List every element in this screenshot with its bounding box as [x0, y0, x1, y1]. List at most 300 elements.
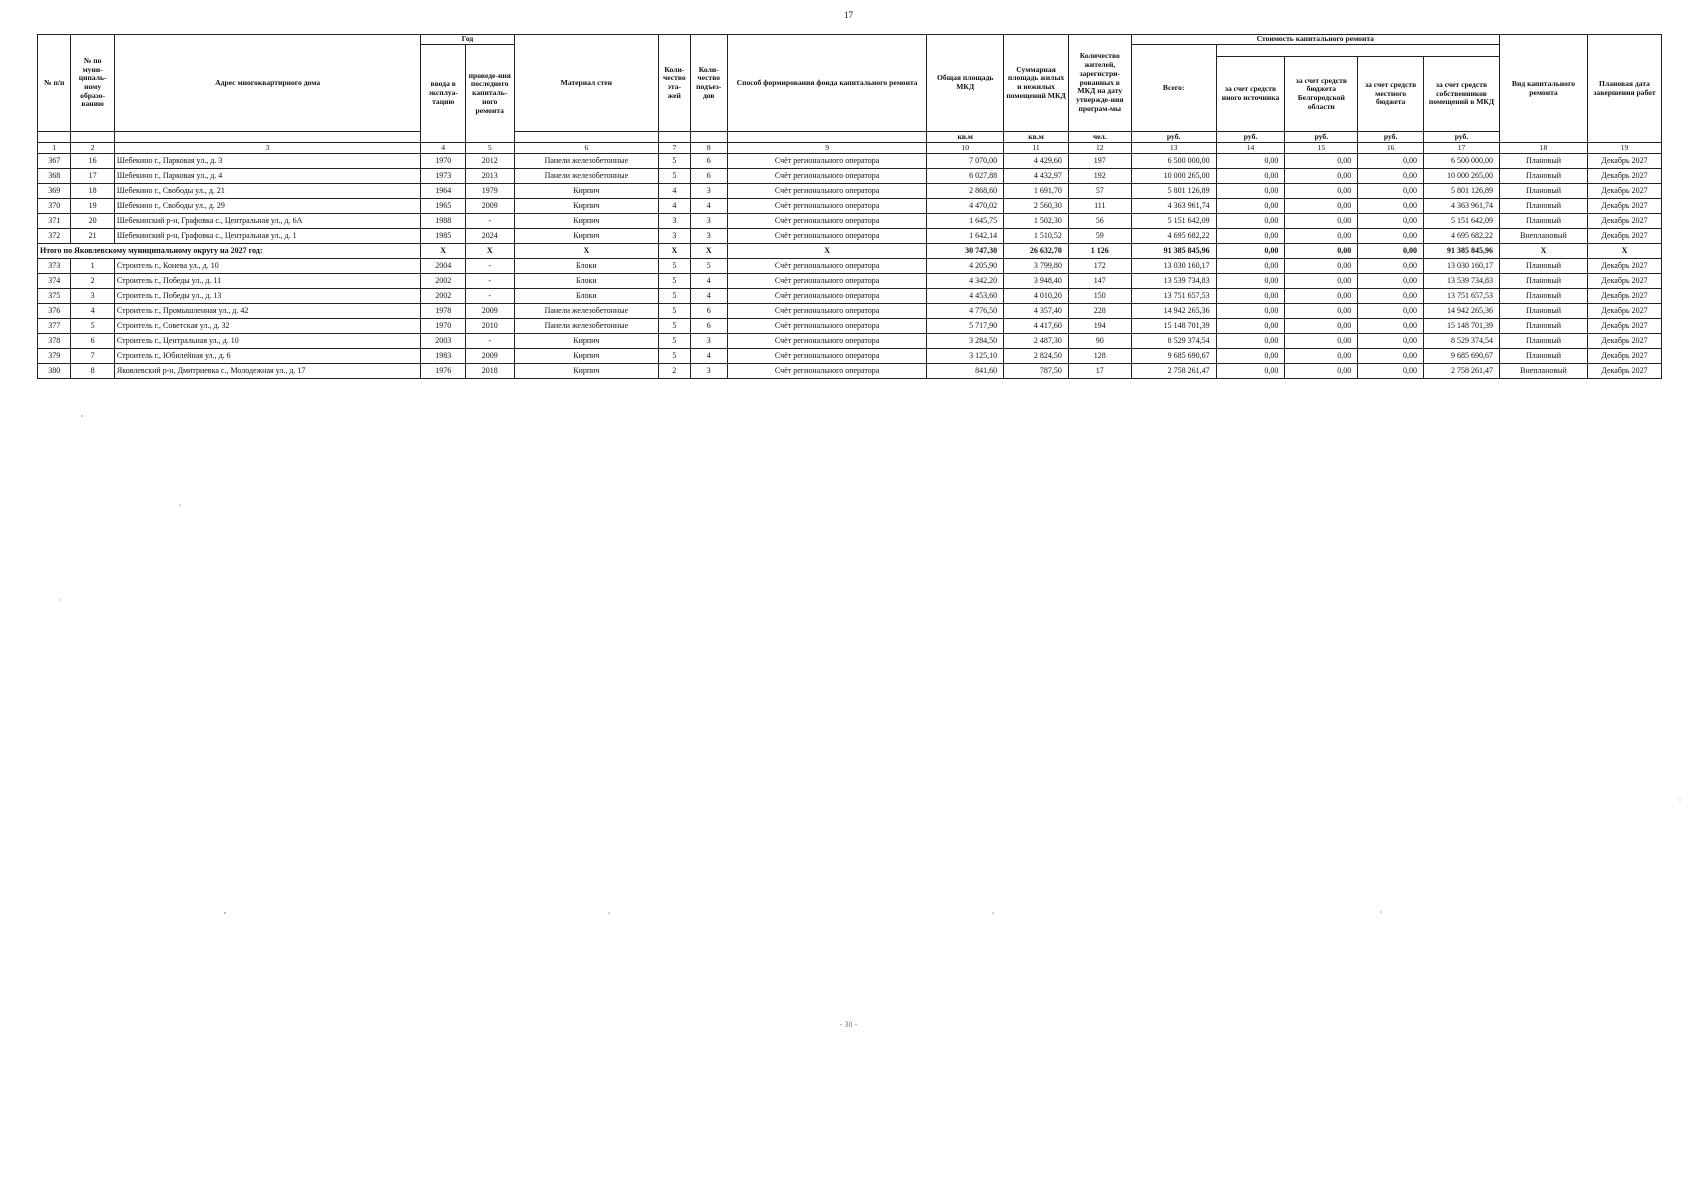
cell-residents: 147: [1068, 274, 1131, 289]
cell-repair-type: Внеплановый: [1499, 364, 1587, 379]
cell-residents: 150: [1068, 289, 1131, 304]
cell-mun-num: 18: [71, 184, 115, 199]
cell-cost-total: 13 751 657,53: [1131, 289, 1216, 304]
cell-entrances: 3: [690, 229, 727, 244]
cell-mun-num: 6: [71, 334, 115, 349]
cell-floors: 5: [659, 154, 690, 169]
cell-residents: 194: [1068, 319, 1131, 334]
cell-fund-method: Счёт регионального оператора: [727, 229, 926, 244]
cell-cost-single-source: 0,00: [1216, 319, 1285, 334]
cell-cost-total: 10 000 265,00: [1131, 169, 1216, 184]
cell-wall-material: Блоки: [514, 259, 659, 274]
cell-cost-region: 0,00: [1285, 304, 1358, 319]
header-mun-num: № по муни-ципаль-ному образо-ванию: [71, 35, 115, 132]
unit-blank: [659, 132, 690, 143]
cell-planned-date: Декабрь 2027: [1587, 304, 1661, 319]
cell-num: 367: [38, 154, 71, 169]
cell-repair-type: Плановый: [1499, 199, 1587, 214]
cell-year-commission: 1970: [421, 319, 466, 334]
table-row: [38, 184, 1662, 199]
cell-repair-type: Внеплановый: [1499, 229, 1587, 244]
cell-floors: 5: [659, 169, 690, 184]
cell-address: Шебекинский р-н, Графовка с., Центральная ул., д. 6А: [114, 214, 421, 229]
header-year-commission: ввода в эксплуа-тацию: [421, 45, 466, 143]
cell-cost-total: 2 758 261,47: [1131, 364, 1216, 379]
cell-year-commission: 1978: [421, 304, 466, 319]
cell-floors: 4: [659, 184, 690, 199]
cell-year-commission: 1970: [421, 154, 466, 169]
cell-mun-num: 2: [71, 274, 115, 289]
cell-repair-type: Плановый: [1499, 304, 1587, 319]
cell-address: Строитель г., Конева ул., д. 10: [114, 259, 421, 274]
cell-mun-num: 5: [71, 319, 115, 334]
cell-floors: 5: [659, 319, 690, 334]
cell-total-area: 4 342,20: [927, 274, 1004, 289]
cell-num: 380: [38, 364, 71, 379]
header-year-group: Год: [421, 35, 514, 45]
cell-total-area: 841,60: [927, 364, 1004, 379]
cell-mun-num: 7: [71, 349, 115, 364]
cell-total-area: 1 645,75: [927, 214, 1004, 229]
cell-total-area: 3 125,10: [927, 349, 1004, 364]
total-label: Итого по Яковлевскому муниципальному округу на 2027 год:: [38, 244, 421, 259]
cell-entrances: 3: [690, 214, 727, 229]
cell-cost-single-source: 0,00: [1216, 259, 1285, 274]
cell-address: Строитель г., Советская ул., д. 32: [114, 319, 421, 334]
column-number: 7: [659, 143, 690, 154]
cell-wall-material: Панели железобетонные: [514, 169, 659, 184]
cell-mun-num: 21: [71, 229, 115, 244]
cell-cost-region: 0,00: [1285, 199, 1358, 214]
cell-total-area: 1 642,14: [927, 229, 1004, 244]
cell-sum-area: 2 560,30: [1004, 199, 1069, 214]
cell-wall-material: Блоки: [514, 274, 659, 289]
footer-mark: - 30 -: [839, 1020, 858, 1029]
cell-cost-owners: 6 500 000,00: [1424, 154, 1500, 169]
cell-fund-method: Счёт регионального оператора: [727, 214, 926, 229]
cell-cost-single-source: 0,00: [1216, 334, 1285, 349]
cell-cost-region: 0,00: [1285, 229, 1358, 244]
header-year-last-repair: проведе-ния последнего капиталь-ного ремонта: [465, 45, 514, 143]
cell-year-last-repair: 2010: [465, 319, 514, 334]
cell-repair-type: Плановый: [1499, 259, 1587, 274]
cell-floors: 3: [659, 214, 690, 229]
cell-num: 375: [38, 289, 71, 304]
total-cell-entrances: X: [690, 244, 727, 259]
cell-year-commission: 1983: [421, 349, 466, 364]
unit-blank: [727, 132, 926, 143]
cell-cost-total: 5 801 126,89: [1131, 184, 1216, 199]
cell-entrances: 3: [690, 364, 727, 379]
cell-floors: 5: [659, 334, 690, 349]
column-number: 14: [1216, 143, 1285, 154]
cell-mun-num: 1: [71, 259, 115, 274]
cell-residents: 90: [1068, 334, 1131, 349]
cell-cost-owners: 8 529 374,54: [1424, 334, 1500, 349]
cell-residents: 17: [1068, 364, 1131, 379]
cell-sum-area: 1 691,70: [1004, 184, 1069, 199]
table-row: [38, 349, 1662, 364]
cell-address: Шебекино г., Парковая ул., д. 4: [114, 169, 421, 184]
header-num: № п/п: [38, 35, 71, 132]
header-total-area: Общая площадь МКД: [927, 35, 1004, 132]
cell-floors: 4: [659, 199, 690, 214]
cell-cost-total: 15 148 701,39: [1131, 319, 1216, 334]
total-cell-year-commission: X: [421, 244, 466, 259]
total-cell-repair-type: X: [1499, 244, 1587, 259]
cell-floors: 5: [659, 274, 690, 289]
cell-cost-single-source: 0,00: [1216, 154, 1285, 169]
cell-cost-region: 0,00: [1285, 349, 1358, 364]
cell-cost-region: 0,00: [1285, 214, 1358, 229]
cell-entrances: 3: [690, 334, 727, 349]
cell-sum-area: 2 824,50: [1004, 349, 1069, 364]
cell-year-commission: 1964: [421, 184, 466, 199]
cell-num: 378: [38, 334, 71, 349]
cell-year-last-repair: 2009: [465, 304, 514, 319]
unit-cost-owners: руб.: [1424, 132, 1500, 143]
cell-year-commission: 1976: [421, 364, 466, 379]
cell-mun-num: 20: [71, 214, 115, 229]
cell-cost-owners: 13 539 734,83: [1424, 274, 1500, 289]
cell-mun-num: 3: [71, 289, 115, 304]
cell-wall-material: Панели железобетонные: [514, 154, 659, 169]
cell-cost-local: 0,00: [1358, 229, 1424, 244]
cell-cost-total: 6 500 000,00: [1131, 154, 1216, 169]
table-row: [38, 199, 1662, 214]
cell-num: 371: [38, 214, 71, 229]
cell-planned-date: Декабрь 2027: [1587, 334, 1661, 349]
table-row: [38, 364, 1662, 379]
unit-cost-local: руб.: [1358, 132, 1424, 143]
cell-repair-type: Плановый: [1499, 169, 1587, 184]
cell-floors: 2: [659, 364, 690, 379]
unit-total-area: кв.м: [927, 132, 1004, 143]
cell-address: Строитель г., Юбилейная ул., д. 6: [114, 349, 421, 364]
column-number: 9: [727, 143, 926, 154]
header-repair-type: Вид капитального ремонта: [1499, 35, 1587, 143]
cell-cost-total: 13 030 160,17: [1131, 259, 1216, 274]
cell-year-last-repair: -: [465, 214, 514, 229]
table-row: [38, 334, 1662, 349]
cell-sum-area: 2 487,30: [1004, 334, 1069, 349]
cell-fund-method: Счёт регионального оператора: [727, 364, 926, 379]
cell-mun-num: 19: [71, 199, 115, 214]
cell-entrances: 4: [690, 289, 727, 304]
cell-num: 376: [38, 304, 71, 319]
cell-cost-owners: 9 685 690,67: [1424, 349, 1500, 364]
cell-address: Шебекино г., Парковая ул., д. 3: [114, 154, 421, 169]
cell-num: 374: [38, 274, 71, 289]
cell-cost-local: 0,00: [1358, 274, 1424, 289]
table-row: [38, 229, 1662, 244]
cell-year-last-repair: -: [465, 334, 514, 349]
cell-entrances: 6: [690, 169, 727, 184]
cell-wall-material: Кирпич: [514, 349, 659, 364]
total-cell-cost-owners: 91 385 845,96: [1424, 244, 1500, 259]
cell-cost-region: 0,00: [1285, 259, 1358, 274]
cell-address: Яковлевский р-н, Дмитриевка с., Молодежная ул., д. 17: [114, 364, 421, 379]
cell-planned-date: Декабрь 2027: [1587, 349, 1661, 364]
header-cost-group: Стоимость капитального ремонта: [1131, 35, 1499, 45]
cell-planned-date: Декабрь 2027: [1587, 289, 1661, 304]
cell-cost-total: 13 539 734,83: [1131, 274, 1216, 289]
cell-sum-area: 4 417,60: [1004, 319, 1069, 334]
cell-total-area: 5 717,90: [927, 319, 1004, 334]
header-entrances: Коли-чество подъез-дов: [690, 35, 727, 132]
cell-cost-single-source: 0,00: [1216, 304, 1285, 319]
cell-entrances: 5: [690, 259, 727, 274]
cell-num: 373: [38, 259, 71, 274]
unit-blank: [114, 132, 421, 143]
cell-cost-local: 0,00: [1358, 184, 1424, 199]
cell-address: Шебекино г., Свободы ул., д. 29: [114, 199, 421, 214]
capital-repair-table: [37, 34, 1662, 379]
header-cost-total: Всего:: [1131, 45, 1216, 132]
table-row: [38, 319, 1662, 334]
cell-cost-local: 0,00: [1358, 214, 1424, 229]
cell-fund-method: Счёт регионального оператора: [727, 304, 926, 319]
cell-cost-owners: 14 942 265,36: [1424, 304, 1500, 319]
column-number: 15: [1285, 143, 1358, 154]
cell-entrances: 4: [690, 349, 727, 364]
cell-num: 377: [38, 319, 71, 334]
cell-entrances: 6: [690, 319, 727, 334]
cell-year-last-repair: -: [465, 289, 514, 304]
cell-total-area: 6 027,88: [927, 169, 1004, 184]
cell-cost-local: 0,00: [1358, 259, 1424, 274]
cell-cost-owners: 4 363 961,74: [1424, 199, 1500, 214]
cell-total-area: 4 470,02: [927, 199, 1004, 214]
column-number: 12: [1068, 143, 1131, 154]
cell-total-area: 4 453,60: [927, 289, 1004, 304]
table-row: [38, 154, 1662, 169]
unit-sum-area: кв.м: [1004, 132, 1069, 143]
cell-sum-area: 1 502,30: [1004, 214, 1069, 229]
cell-address: Шебекино г., Свободы ул., д. 21: [114, 184, 421, 199]
cell-residents: 228: [1068, 304, 1131, 319]
cell-wall-material: Кирпич: [514, 214, 659, 229]
cell-year-last-repair: 2013: [465, 169, 514, 184]
cell-year-commission: 2004: [421, 259, 466, 274]
cell-fund-method: Счёт регионального оператора: [727, 169, 926, 184]
header-wall-material: Материал стен: [514, 35, 659, 132]
cell-mun-num: 4: [71, 304, 115, 319]
cell-num: 372: [38, 229, 71, 244]
cell-cost-owners: 2 758 261,47: [1424, 364, 1500, 379]
cell-sum-area: 787,50: [1004, 364, 1069, 379]
cell-cost-owners: 10 000 265,00: [1424, 169, 1500, 184]
header-cost-single-source: за счет средств иного источника: [1216, 57, 1285, 132]
column-number: 8: [690, 143, 727, 154]
cell-year-commission: 2002: [421, 289, 466, 304]
unit-blank: [38, 132, 71, 143]
cell-mun-num: 8: [71, 364, 115, 379]
cell-sum-area: 4 432,97: [1004, 169, 1069, 184]
cell-cost-owners: 5 801 126,89: [1424, 184, 1500, 199]
cell-year-commission: 1973: [421, 169, 466, 184]
table-row: [38, 214, 1662, 229]
cell-cost-region: 0,00: [1285, 364, 1358, 379]
cell-fund-method: Счёт регионального оператора: [727, 274, 926, 289]
cell-fund-method: Счёт регионального оператора: [727, 349, 926, 364]
unit-residents: чел.: [1068, 132, 1131, 143]
cell-year-commission: 1965: [421, 199, 466, 214]
header-cost-owners: за счет средств собственников помещений в МКД: [1424, 57, 1500, 132]
cell-wall-material: Кирпич: [514, 334, 659, 349]
table-header: [38, 35, 1662, 154]
cell-repair-type: Плановый: [1499, 319, 1587, 334]
cell-cost-region: 0,00: [1285, 184, 1358, 199]
cell-wall-material: Кирпич: [514, 229, 659, 244]
total-row: [38, 244, 1662, 259]
cell-planned-date: Декабрь 2027: [1587, 169, 1661, 184]
cell-repair-type: Плановый: [1499, 289, 1587, 304]
header-planned-date: Плановая дата завершения работ: [1587, 35, 1661, 143]
cell-year-last-repair: 2009: [465, 199, 514, 214]
cell-fund-method: Счёт регионального оператора: [727, 199, 926, 214]
table-row: [38, 304, 1662, 319]
cell-floors: 5: [659, 349, 690, 364]
column-number: 2: [71, 143, 115, 154]
column-number: 5: [465, 143, 514, 154]
header-floors: Коли-чество эта-жей: [659, 35, 690, 132]
cell-cost-local: 0,00: [1358, 364, 1424, 379]
table-row: [38, 289, 1662, 304]
column-number: 1: [38, 143, 71, 154]
total-cell-planned-date: X: [1587, 244, 1661, 259]
cell-cost-single-source: 0,00: [1216, 274, 1285, 289]
cell-residents: 59: [1068, 229, 1131, 244]
cell-sum-area: 4 010,20: [1004, 289, 1069, 304]
cell-address: Строитель г., Центральная ул., д. 10: [114, 334, 421, 349]
cell-cost-region: 0,00: [1285, 334, 1358, 349]
cell-cost-local: 0,00: [1358, 304, 1424, 319]
total-cell-cost-total: 91 385 845,96: [1131, 244, 1216, 259]
cell-year-last-repair: 1979: [465, 184, 514, 199]
cell-cost-local: 0,00: [1358, 334, 1424, 349]
cell-residents: 172: [1068, 259, 1131, 274]
column-number: 13: [1131, 143, 1216, 154]
cell-fund-method: Счёт регионального оператора: [727, 154, 926, 169]
cell-cost-single-source: 0,00: [1216, 199, 1285, 214]
cell-year-last-repair: 2024: [465, 229, 514, 244]
cell-cost-single-source: 0,00: [1216, 184, 1285, 199]
cell-repair-type: Плановый: [1499, 274, 1587, 289]
cell-year-last-repair: -: [465, 274, 514, 289]
cell-cost-region: 0,00: [1285, 154, 1358, 169]
header-cost-local: за счет средств местного бюджета: [1358, 57, 1424, 132]
cell-total-area: 4 776,50: [927, 304, 1004, 319]
cell-planned-date: Декабрь 2027: [1587, 274, 1661, 289]
cell-residents: 111: [1068, 199, 1131, 214]
cell-year-commission: 2003: [421, 334, 466, 349]
cell-cost-region: 0,00: [1285, 289, 1358, 304]
cell-cost-region: 0,00: [1285, 319, 1358, 334]
cell-cost-total: 4 695 682,22: [1131, 229, 1216, 244]
cell-cost-single-source: 0,00: [1216, 349, 1285, 364]
cell-cost-region: 0,00: [1285, 274, 1358, 289]
cell-total-area: 4 205,90: [927, 259, 1004, 274]
cell-wall-material: Панели железобетонные: [514, 304, 659, 319]
page-number: 17: [844, 10, 853, 20]
cell-sum-area: 1 510,52: [1004, 229, 1069, 244]
cell-entrances: 4: [690, 199, 727, 214]
cell-fund-method: Счёт регионального оператора: [727, 334, 926, 349]
cell-cost-region: 0,00: [1285, 169, 1358, 184]
column-number-row: [38, 143, 1662, 154]
cell-entrances: 4: [690, 274, 727, 289]
header-address: Адрес многоквартирного дома: [114, 35, 421, 132]
cell-wall-material: Кирпич: [514, 364, 659, 379]
cell-cost-owners: 4 695 682,22: [1424, 229, 1500, 244]
header-cost-sources-blank: [1216, 45, 1499, 57]
cell-num: 368: [38, 169, 71, 184]
cell-sum-area: 4 429,60: [1004, 154, 1069, 169]
cell-cost-local: 0,00: [1358, 154, 1424, 169]
column-number: 11: [1004, 143, 1069, 154]
cell-residents: 56: [1068, 214, 1131, 229]
total-cell-residents: 1 126: [1068, 244, 1131, 259]
column-number: 3: [114, 143, 421, 154]
total-cell-wall-material: X: [514, 244, 659, 259]
table-body: [38, 154, 1662, 379]
cell-fund-method: Счёт регионального оператора: [727, 259, 926, 274]
cell-cost-single-source: 0,00: [1216, 229, 1285, 244]
cell-repair-type: Плановый: [1499, 184, 1587, 199]
cell-year-commission: 1988: [421, 214, 466, 229]
cell-num: 370: [38, 199, 71, 214]
cell-year-commission: 1985: [421, 229, 466, 244]
column-number: 16: [1358, 143, 1424, 154]
cell-repair-type: Плановый: [1499, 334, 1587, 349]
cell-fund-method: Счёт регионального оператора: [727, 289, 926, 304]
cell-wall-material: Кирпич: [514, 184, 659, 199]
total-cell-cost-single-source: 0,00: [1216, 244, 1285, 259]
header-cost-region: за счет средств бюджета Белгородской области: [1285, 57, 1358, 132]
cell-entrances: 6: [690, 304, 727, 319]
table-row: [38, 169, 1662, 184]
cell-cost-single-source: 0,00: [1216, 214, 1285, 229]
cell-wall-material: Панели железобетонные: [514, 319, 659, 334]
cell-cost-owners: 13 751 657,53: [1424, 289, 1500, 304]
cell-floors: 3: [659, 229, 690, 244]
total-cell-cost-local: 0,00: [1358, 244, 1424, 259]
cell-residents: 57: [1068, 184, 1131, 199]
cell-residents: 197: [1068, 154, 1131, 169]
column-number: 19: [1587, 143, 1661, 154]
column-number: 4: [421, 143, 466, 154]
column-number: 17: [1424, 143, 1500, 154]
cell-cost-single-source: 0,00: [1216, 364, 1285, 379]
cell-repair-type: Плановый: [1499, 154, 1587, 169]
column-number: 10: [927, 143, 1004, 154]
total-cell-sum-area: 26 632,70: [1004, 244, 1069, 259]
cell-cost-local: 0,00: [1358, 169, 1424, 184]
cell-planned-date: Декабрь 2027: [1587, 154, 1661, 169]
cell-cost-owners: 15 148 701,39: [1424, 319, 1500, 334]
cell-entrances: 6: [690, 154, 727, 169]
unit-cost-region: руб.: [1285, 132, 1358, 143]
cell-planned-date: Декабрь 2027: [1587, 319, 1661, 334]
table-row: [38, 274, 1662, 289]
unit-cost-single-source: руб.: [1216, 132, 1285, 143]
cell-repair-type: Плановый: [1499, 214, 1587, 229]
unit-blank: [690, 132, 727, 143]
cell-address: Строитель г., Победы ул., д. 11: [114, 274, 421, 289]
cell-wall-material: Кирпич: [514, 199, 659, 214]
cell-num: 369: [38, 184, 71, 199]
